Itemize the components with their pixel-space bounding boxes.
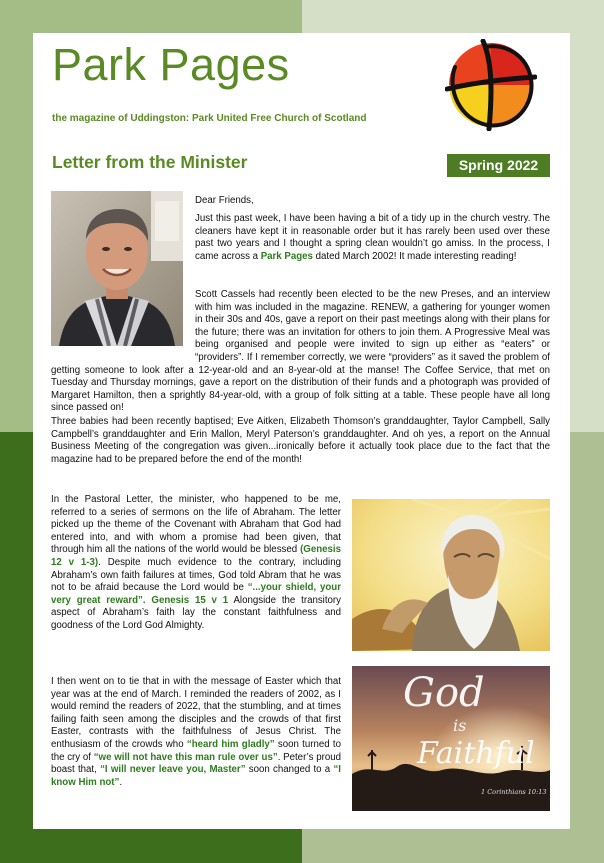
paragraph-1-text-a: Just this past week, I have been having a bit of a tidy up in the church vestry. The cleaners have kept it in reasonable order but it has rarely been used over these past two years and I thought a spring clean wouldn’t go amiss. In the process, I came across a [195,213,550,262]
paragraph-5-text-e: . Peter’s proud boast that, [51,751,341,776]
article-heading: Letter from the Minister [52,152,248,172]
faithful-text: Faithful [417,736,535,771]
paragraph-4-text-c: . Despite much evidence to the contrary, including Abraham’s own faith failures at times, God told Abram that he was not to be afraid because the Lord would be [51,556,341,594]
paragraph-5-text-i: . [119,776,123,788]
magazine-page [33,33,570,829]
paragraph-5 [51,676,341,789]
scripture-reference-caption: 1 Corinthians 10:13 [481,788,547,796]
paragraph-4-text-e: Alongside the transitory aspect of Abraham’s faith lay the constant faithfulness and goodness of the Lord God Almighty. [51,594,341,631]
season-badge: Spring 2022 [447,154,550,177]
paragraph-5-text-g: soon changed to a [245,764,334,776]
scripture-reference-genesis-12: (Genesis 12 v 1-3) [51,544,341,568]
paragraph-5-text-a: I then went on to tie that in with the message of Easter which that year was at the end of March. I reminded the readers of 2002, as I would remind the readers of 2022, that the stumbling, and at times failing faith seen among the disciples and the crowds of that first Easter, contrasts with the faithfulness of Jesus Christ. The enthusiasm of the crowds who [51,676,341,750]
magazine-subtitle: the magazine of Uddingston: Park United Free Church of Scotland [52,113,367,124]
scripture-quote-genesis-15: “...your shield, your very great reward”. Genesis 15 v 1 [51,582,341,606]
quote-rule-over-us: “we will not have this man rule over us” [93,751,278,763]
paragraph-3: Three babies had been recently baptised; Eve Aitken, Elizabeth Thomson’s granddaughter, Taylor Campbell, Sally Campbell’s granddaughter and Erin Mallon, Meryl Paterson’s granddaughter. And oh yes, a report on the Annual Business Meeting of the congregation was given...ironically before it actually took place due to the fact that the magazine had to be prepared before the end of the month! [51,416,550,465]
god-text: God [403,670,485,716]
paragraph-5-text-c: soon turned to the cry of [51,738,341,763]
paragraph-4-text-a: In the Pastoral Letter, the minister, who happened to be me, referred to a series of sermons on the life of Abraham. The letter picked up the theme of the Covenant with Abraham that God had entered into, and with whom a promise had been given, that through him all the nations of the world would be blessed [51,494,341,556]
paragraph-2: Scott Cassels had recently been elected to be the new Preses, and an interview with him was included in the magazine. RENEW, a gathering for younger women in their 30s and 40s, gave a report on their past meetings along with their plans for the future; there was an invitation for others to join them. A Progressive Meal was being organised and people were invited to sign up either as “eaters” or “providers”. If I remember correctly, we were “providers” as it saved the problem of getting someone to look after a 12-year-old and an 8-year-old at the manse! The Coffee Service, that met on Tuesday and Thursday mornings, gave a report on the distribution of their funds and a photograph was provided of Margaret Hamilton, then a sprightly 84-year-old, with a group of folk sitting at a table. These people have all long since passed on! [51,289,550,414]
magazine-title: Park Pages [52,39,290,90]
abraham-illustration [352,499,550,651]
paragraph-1 [195,213,550,263]
is-text: is [453,716,467,735]
quote-heard-him-gladly: “heard him gladly” [186,738,275,750]
quote-know-him-not: “I know Him not” [51,764,341,788]
photo-wrap-spacer [51,289,195,355]
paragraph-1-text-c: dated March 2002! It made interesting reading! [312,250,517,262]
park-pages-mention: Park Pages [260,250,313,262]
paragraph-2-wrapper [51,289,550,414]
quote-never-leave-you: “I will never leave you, Master” [100,764,246,776]
letter-greeting: Dear Friends, [195,195,254,206]
paragraph-4 [51,494,341,633]
church-logo-icon [445,39,537,131]
